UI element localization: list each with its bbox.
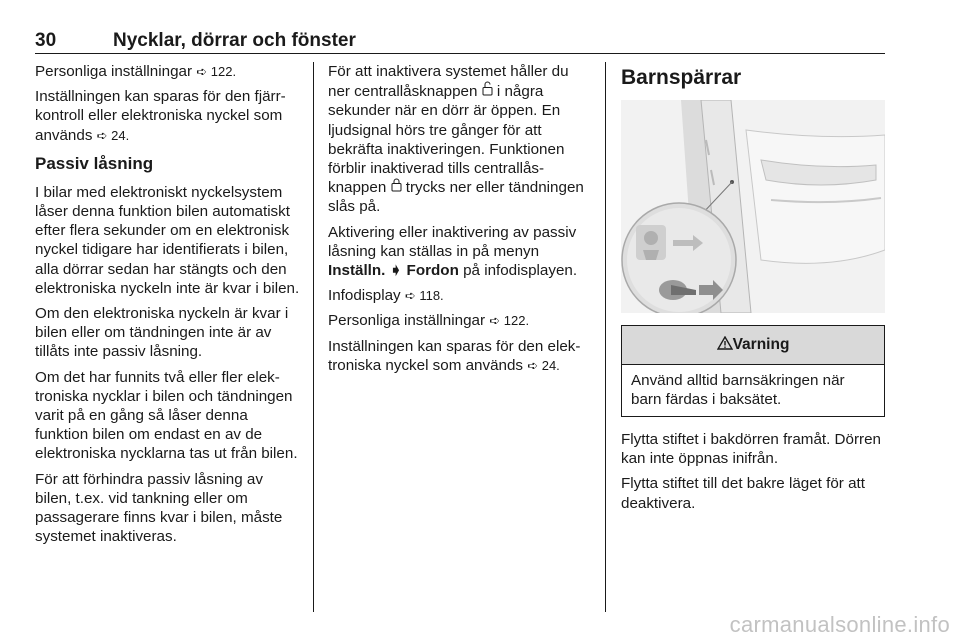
paragraph: För att inaktivera systemet håller du ner centrallåsknappen i några sekunder när en dörr är öppen. En ljudsignal hörs tre gånger för att bekräfta inaktiveringen. Funktionen förblir inaktiverad tills centrallåsknappen trycks ner eller tändningen slås på.	[328, 63, 584, 216]
column-divider	[605, 62, 606, 612]
page-number: 30	[35, 30, 57, 51]
column-divider	[313, 62, 314, 612]
page-header	[35, 30, 885, 52]
paragraph: Flytta stiftet till det bakre läget för att deaktivera.	[621, 475, 865, 512]
section-heading-passive-locking: Passiv låsning	[35, 153, 154, 173]
section-heading-child-locks: Barnspärrar	[621, 66, 742, 89]
warning-triangle-icon	[717, 336, 733, 353]
child-lock-instructions	[621, 430, 885, 519]
paragraph: Personliga inställningar ➪ 122.	[35, 63, 237, 80]
unlock-icon	[482, 83, 493, 100]
page-reference-link[interactable]: ➪ 118.	[404, 288, 444, 304]
paragraph: Infodisplay ➪ 118.	[328, 287, 444, 305]
page-reference-link[interactable]: ➪ 24.	[96, 127, 130, 143]
warning-text: Använd alltid barnsäkringen när barn färdas i baksätet.	[631, 372, 845, 409]
column-middle	[328, 62, 594, 381]
column-left	[35, 62, 303, 552]
paragraph: Flytta stiftet i bakdörren framåt. Dörren kan inte öppnas inifrån.	[621, 431, 881, 468]
page-reference-link[interactable]: ➪ 24.	[527, 357, 560, 373]
paragraph: För att förhindra passiv låsning av bilen, t.ex. vid tankning eller om passagerare finns kvar i bilen, måste systemet inaktiveras.	[35, 470, 283, 546]
paragraph: Inställningen kan sparas för den elektroniska nyckel som används ➪ 24.	[328, 337, 581, 374]
lock-icon	[391, 179, 402, 196]
column-right	[621, 62, 885, 92]
page-title: Nycklar, dörrar och fönster	[113, 30, 356, 51]
page-reference-link[interactable]: ➪ 122.	[489, 313, 530, 329]
child-lock-illustration	[621, 100, 885, 313]
paragraph: I bilar med elektroniskt nyckelsystem låser denna funktion bilen automatiskt efter flera sekunder om en elektronisk nyckel tidigare har identifierats i bilen, alla dörrar sedan har stängts och den elektroniska nyckeln inte är kvar i bilen.	[35, 183, 300, 297]
header-rule	[35, 53, 885, 54]
page-reference-link[interactable]: ➪ 122.	[196, 64, 237, 79]
paragraph: Aktivering eller inaktivering av passiv låsning kan ställas in på menyn Inställn. ➧ Fordon på infodisplayen.	[328, 223, 578, 280]
warning-box	[621, 325, 885, 417]
warning-header: Varning	[622, 326, 884, 365]
paragraph: Om den elektroniska nyckeln är kvar i bilen eller om tändningen inte är av tillåts inte passiv låsning.	[35, 305, 289, 361]
paragraph: Inställningen kan sparas för den fjärrkontroll eller elektroniska nyckel som används ➪ 24.	[35, 88, 286, 144]
menu-path: Inställn. ➧ Fordon	[328, 262, 459, 280]
paragraph: Om det har funnits två eller fler elektroniska nycklar i bilen och tändningen varit på en gång så låser denna funktion bilen om endast en av de elektroniska nycklarna tas ut från bilen.	[35, 368, 298, 463]
paragraph: Personliga inställningar ➪ 122.	[328, 312, 530, 330]
footer-watermark: carmanualsonline.info	[729, 612, 950, 637]
